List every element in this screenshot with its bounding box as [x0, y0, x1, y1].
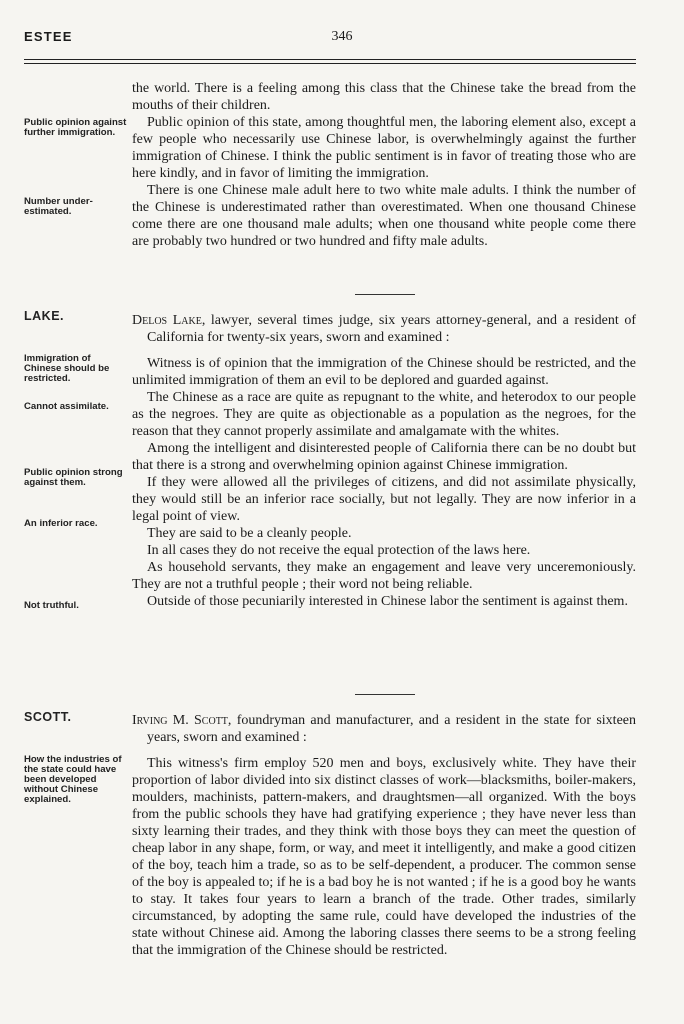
paragraph: the world. There is a feeling among this class that the Chinese take the bread from the mouths of their children.: [132, 81, 636, 113]
header-rule-top: [24, 59, 636, 60]
estee-testimony: [132, 80, 636, 250]
paragraph: As household servants, they make an engagement and leave very unceremoniously. They are not a truthful people ; their word not being reliable.: [132, 560, 636, 592]
witness-name: Irving M. Scott: [132, 713, 228, 728]
witness-name: Delos Lake: [132, 313, 202, 328]
paragraph: There is one Chinese male adult here to two white male adults. I think the number of the Chinese is underestimated rather than overestimated. When one thousand Chinese come there are one thousand male adults; when one thousand white people come there are probably two hundred or two hundred and fifty male adults.: [132, 183, 636, 249]
margin-note-cannot-assimilate: Cannot assimilate.: [24, 401, 109, 412]
paragraph: Public opinion of this state, among thoughtful men, the laboring element also, except a few people who necessarily use Chinese labor, is overwhelmingly against the further immigration of Chinese. I think the public sentiment is in favor of treating those who are here kindly, and in favor of limiting the immigration.: [132, 115, 636, 181]
paragraph: Outside of those pecuniarily interested in Chinese labor the sentiment is against them.: [147, 594, 628, 609]
lake-testimony: [132, 312, 636, 610]
page-header: [0, 29, 684, 49]
page-number: 346: [331, 29, 353, 44]
scott-testimony: [132, 712, 636, 959]
paragraph: This witness's firm employ 520 men and boys, exclusively white. They have their proportion of labor divided into six distinct classes of work—blacksmiths, boiler-makers, moulders, machinists, pattern-makers, and draughtsmen—all organized. With the boys from the public schools they have had gratifying experience ; they have never less than sixty learning their trades, and they think with those boys they can meet the question of cheap labor in any shape, form, or way, and meet it intelligently, and make a good citizen of the boy, teach him a trade, so as to be self-dependent, a producer. The common sense of the boy is appealed to; if he is a bad boy he is not wanted ; if he is a good boy he wants to stay. It takes four years to learn a branch of the trade. Other trades, similarly circumstanced, by adopting the same rule, could have developed the industries of the state without Chinese aid. Among the laboring classes there seems to be a strong feeling that the immigration of the Chinese should be restricted.: [132, 756, 636, 958]
section-divider: [355, 694, 415, 695]
witness-intro: [132, 312, 636, 346]
witness-description: , lawyer, several times judge, six years attorney-general, and a resident of California for twenty-six years, sworn and examined :: [147, 313, 636, 345]
margin-note-strong-opinion: Public opinion strong against them.: [24, 467, 123, 488]
margin-note-industries: How the industries of the state could have been developed without Chinese explained.: [24, 754, 122, 805]
witness-description: , foundryman and manufacturer, and a resident in the state for sixteen years, sworn and examined :: [147, 713, 636, 745]
header-rule-bottom: [24, 63, 636, 64]
margin-note-not-truthful: Not truthful.: [24, 600, 79, 611]
margin-note-inferior-race: An inferior race.: [24, 518, 98, 529]
section-divider: [355, 294, 415, 295]
margin-note-lake-immigration: Immigration of Chinese should be restricted.: [24, 353, 110, 384]
margin-witness-lake: LAKE.: [24, 309, 64, 323]
paragraph: In all cases they do not receive the equal protection of the laws here.: [147, 543, 531, 558]
paragraph: Among the intelligent and disinterested people of California there can be no doubt but that there is a strong and overwhelming opinion against Chinese immigration.: [132, 441, 636, 473]
margin-note-public-opinion: Public opinion against further immigration.: [24, 117, 127, 138]
paragraph: The Chinese as a race are quite as repugnant to the white, and heterodox to our people as the negroes. They are quite as objectionable as a population as the negroes, for the reason that they cannot properly assimilate and amalgamate with the whites.: [132, 390, 636, 439]
witness-intro: [132, 712, 636, 746]
running-head: ESTEE: [24, 29, 73, 44]
margin-witness-scott: SCOTT.: [24, 710, 72, 724]
margin-note-number-underestimated: Number under-estimated.: [24, 196, 93, 217]
paragraph: If they were allowed all the privileges of citizens, and did not assimilate physically, they would still be an inferior race socially, but not legally. They are now inferior in a legal point of view.: [132, 475, 636, 524]
paragraph: They are said to be a cleanly people.: [147, 526, 352, 541]
paragraph: Witness is of opinion that the immigration of the Chinese should be restricted, and the unlimited immigration of them an evil to be deplored and guarded against.: [132, 356, 636, 388]
